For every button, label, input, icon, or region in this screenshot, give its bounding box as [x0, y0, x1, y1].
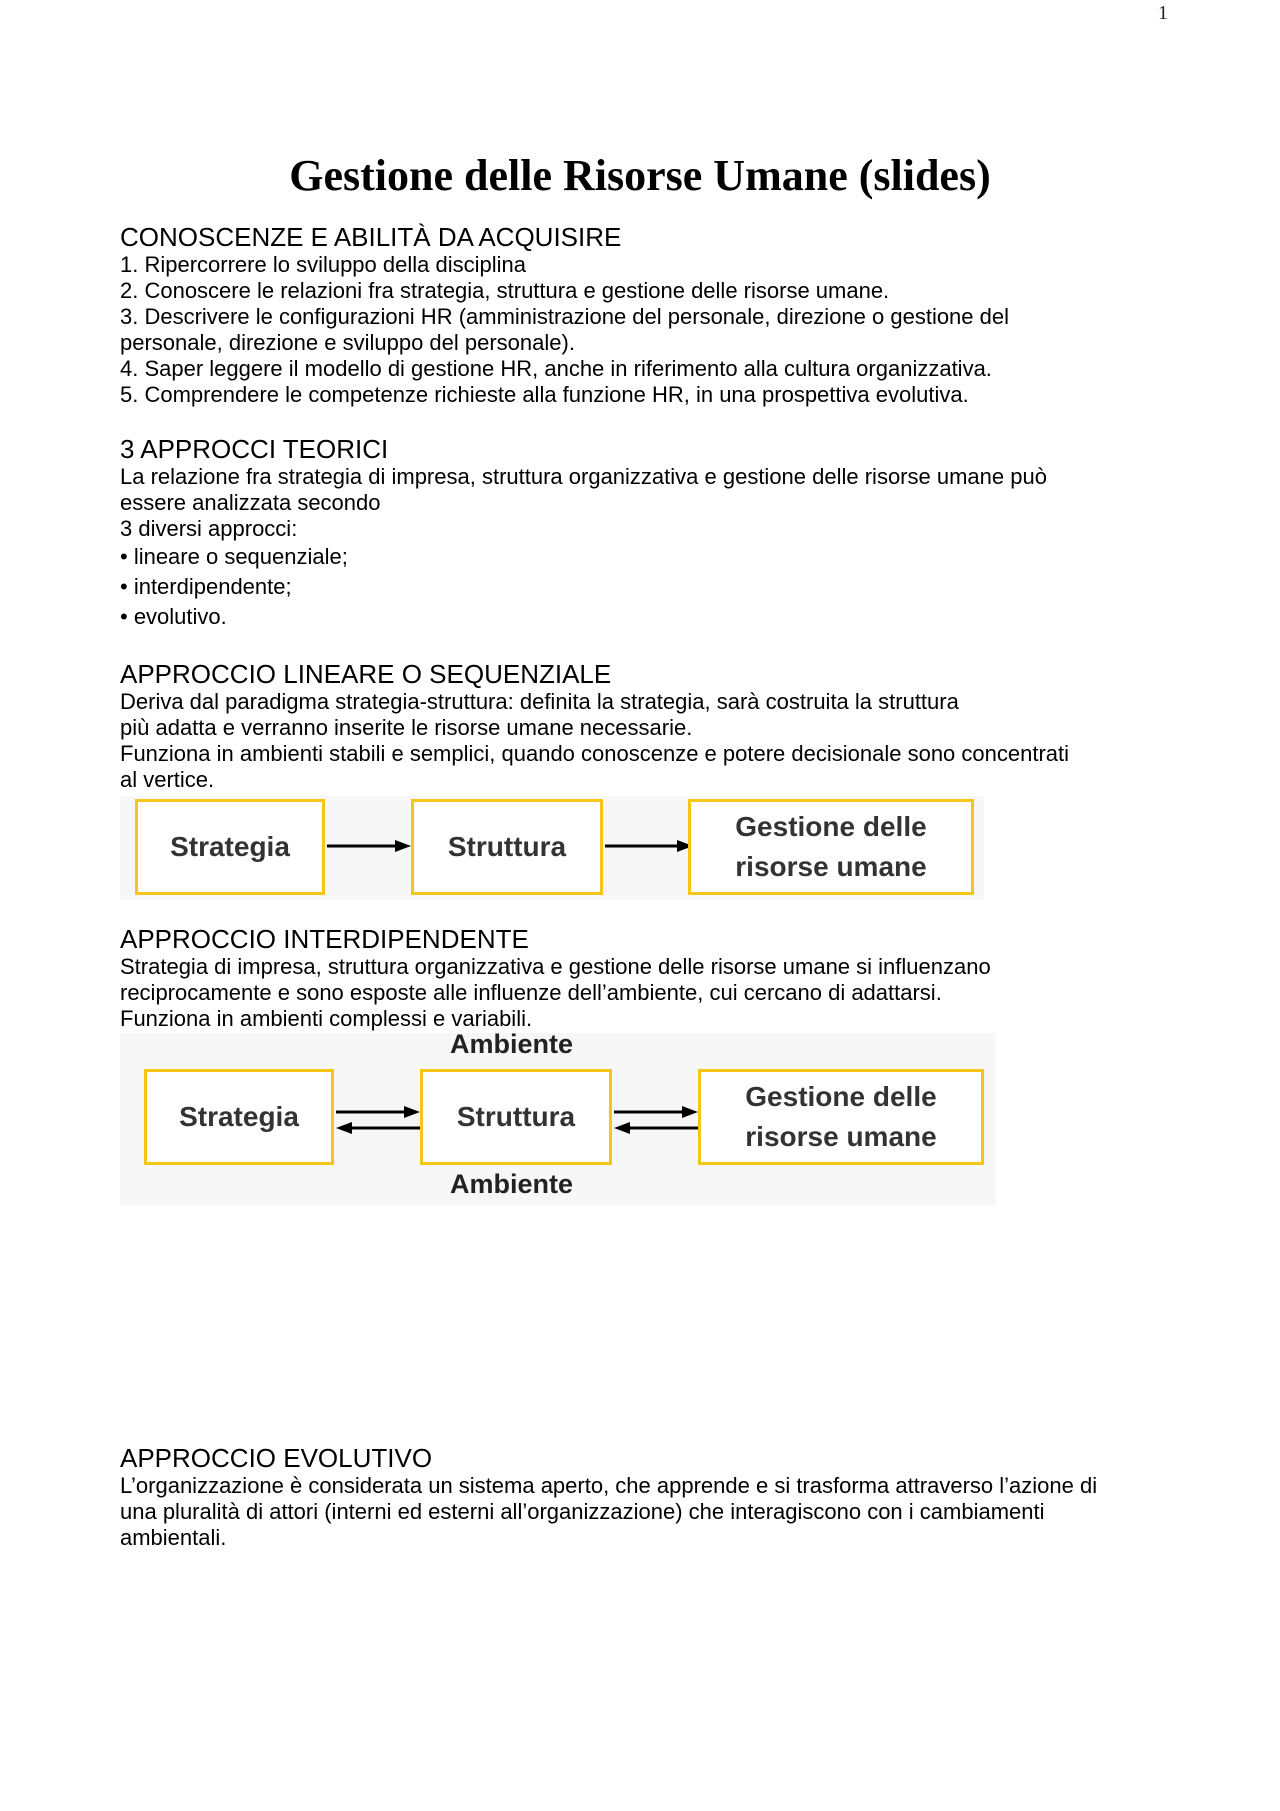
text-line: reciprocamente e sono esposte alle influenze dell’ambiente, cui cercano di adattarsi. [120, 980, 942, 1005]
box-gestione [698, 1069, 984, 1165]
text-line: essere analizzata secondo [120, 490, 381, 515]
text-line: 3. Descrivere le configurazioni HR (amministrazione del personale, direzione o gestione del [120, 304, 1010, 329]
text-line: ambientali. [120, 1525, 227, 1550]
text-line: personale, direzione e sviluppo del personale). [120, 330, 575, 355]
text-line: L’organizzazione è considerata un sistema aperto, che apprende e si trasforma attraverso l’azione di [120, 1473, 1098, 1498]
text-line: al vertice. [120, 767, 215, 792]
box-label: Gestione delle [745, 1081, 937, 1112]
bullet-item: • interdipendente; [120, 574, 292, 599]
text-line: Deriva dal paradigma strategia-struttura: definita la strategia, sarà costruita la struttura [120, 689, 959, 714]
box-label: risorse umane [745, 1121, 937, 1152]
text-line: Strategia di impresa, struttura organizzativa e gestione delle risorse umane si influenzano [120, 954, 991, 979]
section-approcci [120, 434, 1170, 632]
section-heading: 3 APPROCCI TEORICI [120, 434, 389, 464]
text-line: più adatta e verranno inserite le risorse umane necessarie. [120, 715, 693, 740]
box-label: risorse umane [735, 851, 927, 882]
box-struttura [420, 1069, 612, 1165]
bidirectional-arrow-icon [334, 1103, 422, 1137]
box-strategia [135, 799, 325, 895]
diagram-interdipendente [120, 1029, 996, 1205]
diagram-lineare [120, 796, 984, 900]
document-title: Gestione delle Risorse Umane (slides) [289, 151, 991, 200]
box-label: Struttura [447, 831, 567, 862]
box-label: Struttura [456, 1101, 576, 1132]
text-line: 5. Comprendere le competenze richieste alla funzione HR, in una prospettiva evolutiva. [120, 382, 969, 407]
box-struttura [411, 799, 603, 895]
section-heading: APPROCCIO INTERDIPENDENTE [120, 924, 529, 954]
bullet-item: • evolutivo. [120, 604, 227, 629]
box-label: Strategia [179, 1101, 299, 1132]
arrow-right-icon [325, 834, 415, 858]
text-line: 3 diversi approcci: [120, 516, 298, 541]
section-heading: APPROCCIO EVOLUTIVO [120, 1443, 433, 1473]
box-label: Strategia [170, 831, 290, 862]
text-line: La relazione fra strategia di impresa, struttura organizzativa e gestione delle risorse umane può [120, 464, 1047, 489]
text-line: 4. Saper leggere il modello di gestione HR, anche in riferimento alla cultura organizzativa. [120, 356, 992, 381]
box-strategia [144, 1069, 334, 1165]
section-heading: CONOSCENZE E ABILITÀ DA ACQUISIRE [120, 222, 622, 252]
section-competenze [120, 222, 1170, 408]
text-line: 2. Conoscere le relazioni fra strategia, struttura e gestione delle risorse umane. [120, 278, 890, 303]
arrow-right-icon [603, 834, 697, 858]
bullet-item: • lineare o sequenziale; [120, 544, 348, 569]
ambiente-bottom-label: Ambiente [450, 1169, 574, 1199]
box-gestione [688, 799, 974, 895]
ambiente-top-label: Ambiente [450, 1029, 574, 1059]
text-line: Funziona in ambienti complessi e variabili. [120, 1006, 533, 1031]
text-line: una pluralità di attori (interni ed esterni all’organizzazione) che interagiscono con i cambiamenti [120, 1499, 1045, 1524]
section-interdipendente [120, 924, 1170, 1032]
section-evolutivo [120, 1443, 1170, 1551]
text-line: 1. Ripercorrere lo sviluppo della disciplina [120, 252, 526, 277]
bidirectional-arrow-icon [612, 1103, 700, 1137]
section-heading: APPROCCIO LINEARE O SEQUENZIALE [120, 659, 612, 689]
section-lineare [120, 659, 1170, 793]
text-line: Funziona in ambienti stabili e semplici, quando conoscenze e potere decisionale sono concentrati [120, 741, 1070, 766]
page-number: 1 [1158, 2, 1168, 24]
box-label: Gestione delle [735, 811, 927, 842]
